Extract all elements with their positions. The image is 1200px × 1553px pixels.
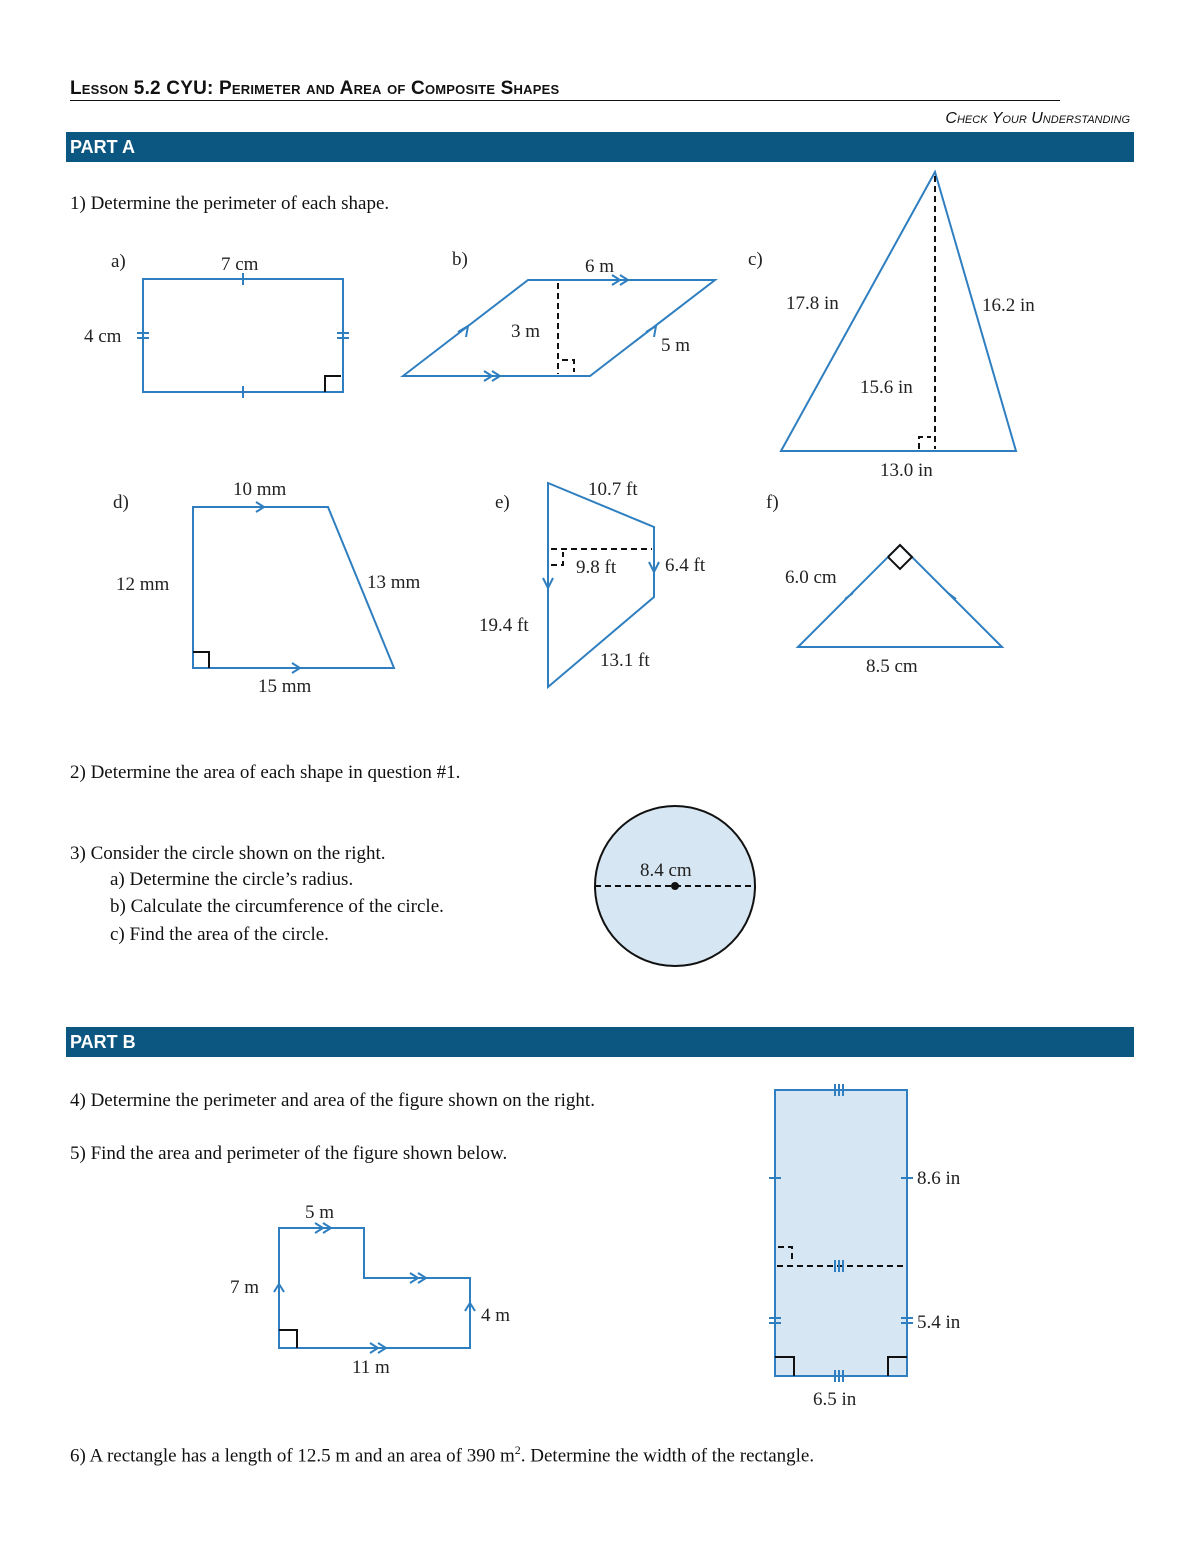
shape-d-letter: d) bbox=[113, 492, 129, 513]
label-l-left: 7 m bbox=[230, 1277, 260, 1298]
label-d-left: 12 mm bbox=[116, 574, 170, 595]
right-angle-f bbox=[888, 545, 912, 569]
page-title: Lesson 5.2 CYU: Perimeter and Area of Composite Shapes bbox=[70, 78, 1060, 101]
shape-a-rectangle bbox=[137, 273, 349, 398]
label-c-left: 17.8 in bbox=[786, 293, 839, 314]
shape-composite-rectangle bbox=[769, 1084, 913, 1382]
label-a-top: 7 cm bbox=[221, 254, 259, 275]
right-angle-b bbox=[562, 360, 574, 372]
label-e-mid: 9.8 ft bbox=[576, 557, 617, 578]
label-b-side: 5 m bbox=[661, 335, 691, 356]
right-angle-d bbox=[193, 652, 209, 668]
label-b-top: 6 m bbox=[585, 256, 615, 277]
label-c-height: 15.6 in bbox=[860, 377, 913, 398]
question-6-text: 6) A rectangle has a length of 12.5 m and an area of 390 m bbox=[70, 1445, 515, 1467]
question-2: 2) Determine the area of each shape in question #1. bbox=[70, 762, 461, 783]
part-a-banner: PART A bbox=[66, 132, 1134, 162]
label-e-top: 10.7 ft bbox=[588, 479, 638, 500]
question-3c: c) Find the area of the circle. bbox=[110, 924, 329, 945]
label-l-right: 4 m bbox=[481, 1305, 511, 1326]
label-f-side: 6.0 cm bbox=[785, 567, 837, 588]
label-rect-upper: 8.6 in bbox=[917, 1168, 961, 1189]
page-subtitle: Check Your Understanding bbox=[945, 110, 1130, 127]
label-d-top: 10 mm bbox=[233, 479, 287, 500]
label-rect-bottom: 6.5 in bbox=[813, 1389, 857, 1410]
label-l-bottom: 11 m bbox=[352, 1357, 390, 1378]
label-c-right: 16.2 in bbox=[982, 295, 1035, 316]
label-e-right: 6.4 ft bbox=[665, 555, 706, 576]
question-5: 5) Find the area and perimeter of the figure shown below. bbox=[70, 1143, 508, 1164]
label-l-top: 5 m bbox=[305, 1202, 335, 1223]
right-angle-l bbox=[279, 1330, 297, 1348]
label-d-right: 13 mm bbox=[367, 572, 421, 593]
question-6-text-end: . Determine the width of the rectangle. bbox=[520, 1445, 815, 1467]
label-e-left: 19.4 ft bbox=[479, 615, 529, 636]
shape-f-letter: f) bbox=[766, 492, 779, 513]
right-angle-e bbox=[551, 552, 563, 565]
shape-c-letter: c) bbox=[748, 249, 763, 270]
label-e-bottom: 13.1 ft bbox=[600, 650, 650, 671]
label-d-bottom: 15 mm bbox=[258, 676, 312, 697]
shape-f-triangle bbox=[798, 545, 1002, 647]
label-b-height: 3 m bbox=[511, 321, 541, 342]
shape-d-trapezoid bbox=[193, 502, 394, 673]
question-1: 1) Determine the perimeter of each shape. bbox=[70, 193, 390, 214]
label-f-base: 8.5 cm bbox=[866, 656, 918, 677]
label-circle-diameter: 8.4 cm bbox=[640, 860, 692, 881]
shape-b-letter: b) bbox=[452, 249, 468, 270]
shape-e-letter: e) bbox=[495, 492, 510, 513]
question-3a: a) Determine the circle’s radius. bbox=[110, 869, 354, 890]
shape-l-figure bbox=[274, 1223, 475, 1353]
part-b-banner: PART B bbox=[66, 1027, 1134, 1057]
question-6-exponent: 2 bbox=[514, 1443, 521, 1457]
circle-figure bbox=[595, 806, 755, 966]
question-4: 4) Determine the perimeter and area of the figure shown on the right. bbox=[70, 1090, 595, 1111]
question-3b: b) Calculate the circumference of the circle. bbox=[110, 896, 444, 917]
right-angle-a bbox=[325, 376, 341, 392]
label-c-base: 13.0 in bbox=[880, 460, 933, 481]
right-angle-c bbox=[919, 437, 931, 449]
shape-a-letter: a) bbox=[111, 251, 126, 272]
label-a-side: 4 cm bbox=[84, 326, 122, 347]
label-rect-lower: 5.4 in bbox=[917, 1312, 961, 1333]
question-3: 3) Consider the circle shown on the right. bbox=[70, 843, 386, 864]
